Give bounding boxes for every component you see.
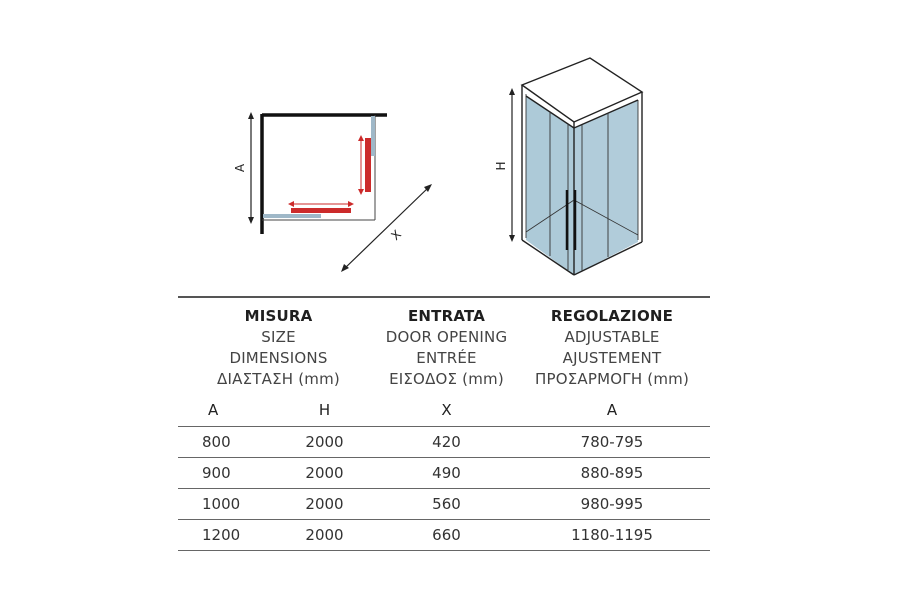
cell-h: 2000 (270, 458, 379, 489)
header-adj-line-1: REGOLAZIONE (550, 307, 674, 325)
cell-h: 2000 (270, 427, 379, 458)
dimension-h-label: H (494, 161, 508, 171)
header-size (178, 297, 379, 400)
header-size-line-1: MISURA (244, 307, 313, 325)
cell-adjustable: 1180-1195 (514, 520, 710, 551)
table-subheader-row (178, 400, 710, 427)
cell-x: 490 (379, 458, 514, 489)
header-door-opening (379, 297, 514, 400)
header-adj-line-2: ADJUSTABLE (564, 328, 660, 346)
plan-view-diagram (225, 100, 445, 280)
header-size-line-2: SIZE (261, 328, 296, 346)
spec-table (178, 296, 710, 551)
cell-adjustable: 980-995 (514, 489, 710, 520)
cell-x: 420 (379, 427, 514, 458)
dimension-h (494, 88, 515, 242)
header-door-line-1: ENTRATA (407, 307, 486, 325)
header-door-line-2: DOOR OPENING (385, 328, 508, 346)
dimension-a-label: A (233, 163, 247, 173)
sliding-door-front (288, 201, 354, 213)
cell-a: 900 (178, 458, 270, 489)
subheader-adj-a: A (514, 400, 710, 427)
sliding-door-right (358, 135, 371, 195)
cell-x: 660 (379, 520, 514, 551)
table-header-row (178, 297, 710, 400)
table-row (178, 427, 710, 458)
table-row (178, 520, 710, 551)
header-adj-line-3: AJUSTEMENT (562, 349, 662, 367)
header-adj-line-4: ΠΡΟΣΑΡΜΟΓΗ (mm) (535, 370, 689, 388)
header-door-line-3: ENTRÉE (416, 349, 477, 367)
cell-a: 800 (178, 427, 270, 458)
header-door-line-4: ΕΙΣΟΔΟΣ (mm) (389, 370, 504, 388)
header-size-line-3: DIMENSIONS (229, 349, 328, 367)
subheader-h: H (270, 400, 379, 427)
isometric-diagram (490, 50, 650, 285)
cell-x: 560 (379, 489, 514, 520)
header-adjustable (514, 297, 710, 400)
dimension-x-label: X (388, 227, 405, 244)
cell-h: 2000 (270, 520, 379, 551)
dimension-a (233, 112, 254, 224)
glass-panels (263, 116, 375, 218)
cell-adjustable: 880-895 (514, 458, 710, 489)
subheader-a: A (178, 400, 270, 427)
cell-h: 2000 (270, 489, 379, 520)
dimension-x (341, 184, 432, 272)
table-row (178, 458, 710, 489)
header-size-line-4: ΔΙΑΣΤΑΣΗ (mm) (217, 370, 340, 388)
cell-adjustable: 780-795 (514, 427, 710, 458)
cell-a: 1200 (178, 520, 270, 551)
subheader-x: X (379, 400, 514, 427)
table-row (178, 489, 710, 520)
cell-a: 1000 (178, 489, 270, 520)
